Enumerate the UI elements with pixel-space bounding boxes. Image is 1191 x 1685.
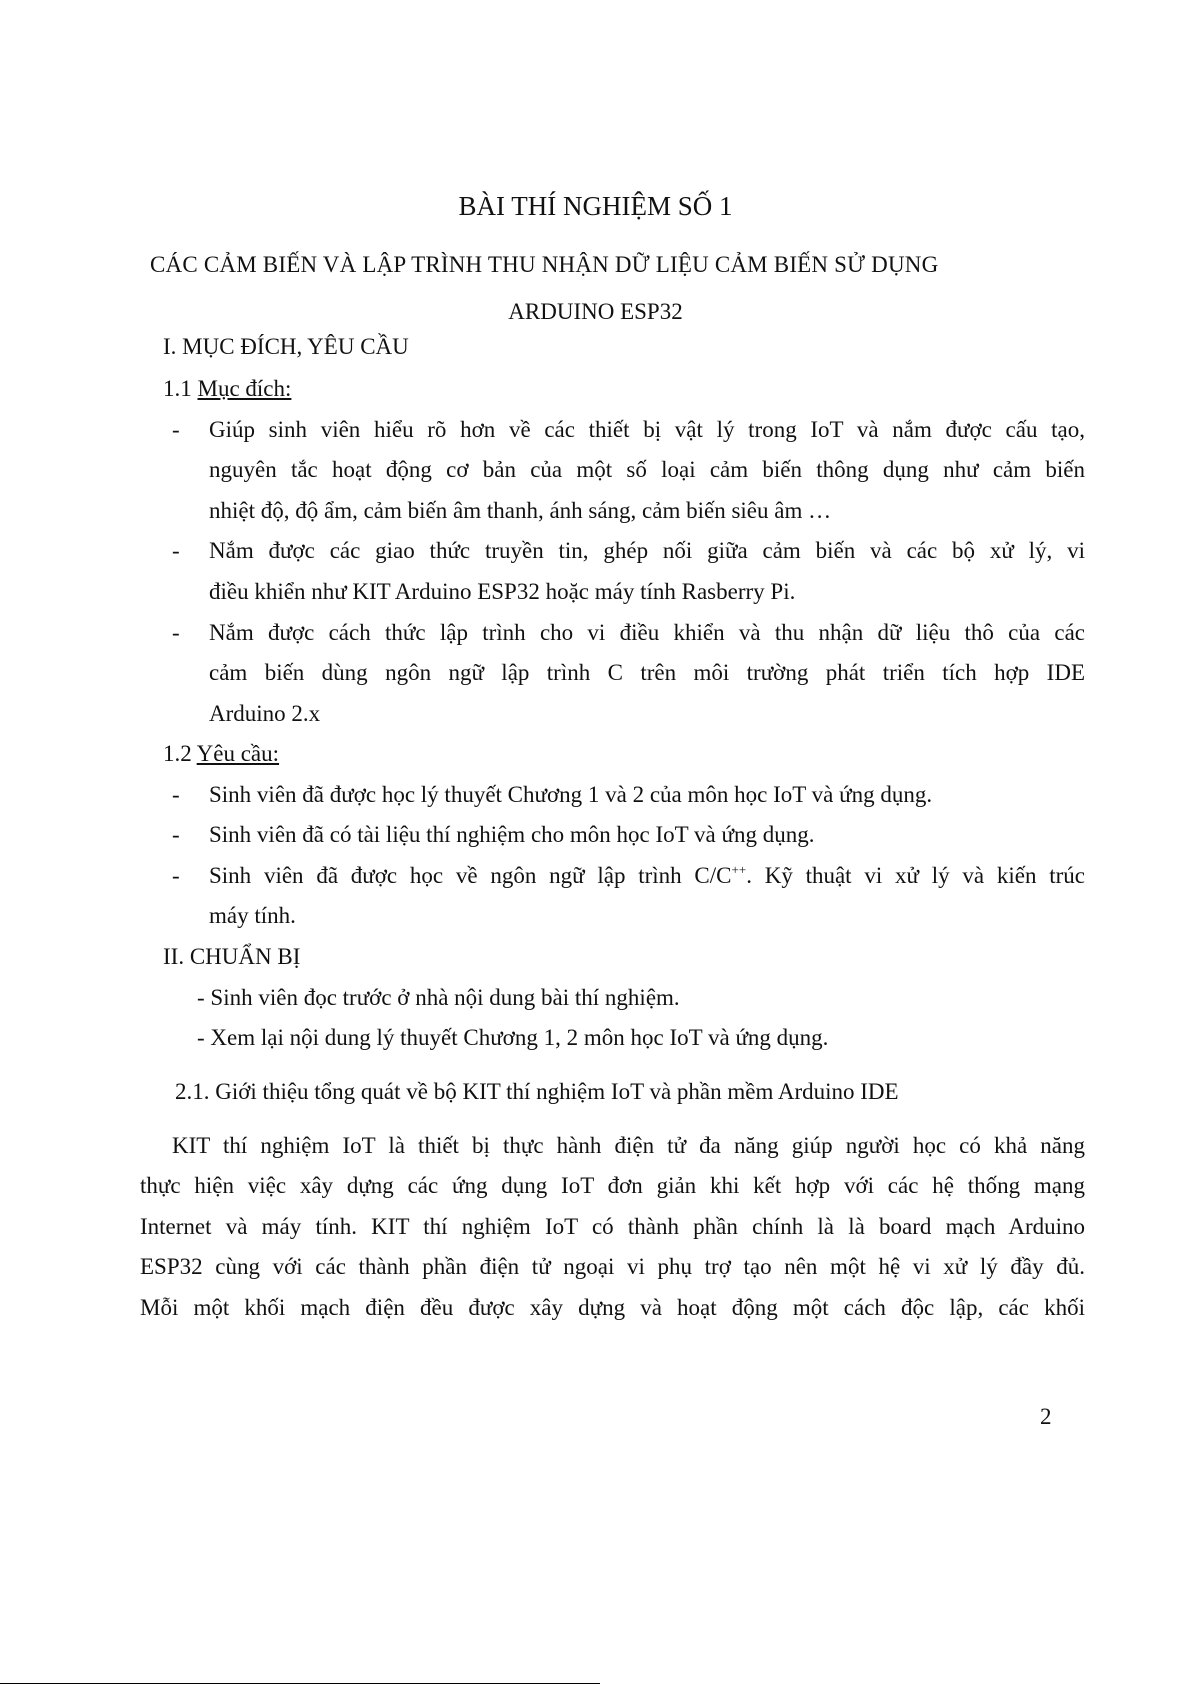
requirement-text: Sinh viên đã được học về ngôn ngữ lập trình C/C (209, 863, 732, 888)
document-subtitle-line-2: ARDUINO ESP32 (508, 299, 683, 324)
bullet-dash: - (172, 782, 180, 807)
bullet-dash: - (172, 620, 180, 645)
subsection-2-1-heading: 2.1. Giới thiệu tổng quát về bộ KIT thí nghiệm IoT và phần mềm Arduino IDE (175, 1079, 899, 1104)
bullet-dash: - (172, 417, 180, 442)
bullet-line: Arduino 2.x (209, 701, 321, 726)
section-2-heading: II. CHUẨN BỊ (163, 944, 301, 969)
requirement-item-continuation: máy tính. (209, 903, 296, 928)
subsection-number: 1.1 (163, 376, 192, 401)
document-title: BÀI THÍ NGHIỆM SỐ 1 (458, 191, 733, 221)
section-1-heading: I. MỤC ĐÍCH, YÊU CẦU (163, 334, 409, 359)
subsection-1-2-heading (163, 741, 279, 767)
requirement-text: . Kỹ thuật vi xử lý và kiến trúc (746, 863, 1085, 888)
bullet-line: cảm biến dùng ngôn ngữ lập trình C trên môi trường phát triển tích hợp IDE (209, 660, 1085, 685)
preparation-item: - Sinh viên đọc trước ở nhà nội dung bài thí nghiệm. (197, 985, 680, 1010)
paragraph-line: ESP32 cùng với các thành phần điện tử ngoại vi phụ trợ tạo nên một hệ vi xử lý đầy đủ. (140, 1254, 1085, 1279)
bullet-line: nhiệt độ, độ ẩm, cảm biến âm thanh, ánh sáng, cảm biến siêu âm … (209, 498, 832, 523)
bullet-line: Nắm được cách thức lập trình cho vi điều khiển và thu nhận dữ liệu thô của các (209, 620, 1085, 645)
subsection-number: 1.2 (163, 741, 192, 766)
paragraph-line: KIT thí nghiệm IoT là thiết bị thực hành điện tử đa năng giúp người học có khả năng (172, 1133, 1085, 1158)
paragraph-line: Mỗi một khối mạch điện đều được xây dựng và hoạt động một cách độc lập, các khối (140, 1295, 1085, 1320)
paragraph-line: Internet và máy tính. KIT thí nghiệm IoT có thành phần chính là là board mạch Arduino (140, 1214, 1085, 1239)
bullet-dash: - (172, 863, 180, 888)
requirement-item: Sinh viên đã có tài liệu thí nghiệm cho môn học IoT và ứng dụng. (209, 822, 815, 847)
requirement-item: Sinh viên đã được học lý thuyết Chương 1 và 2 của môn học IoT và ứng dụng. (209, 782, 933, 807)
subsection-label: Yêu cầu: (196, 741, 280, 766)
superscript: ++ (731, 862, 747, 877)
document-subtitle-line-1: CÁC CẢM BIẾN VÀ LẬP TRÌNH THU NHẬN DỮ LIỆU CẢM BIẾN SỬ DỤNG (150, 252, 939, 277)
bullet-dash: - (172, 822, 180, 847)
subsection-label: Mục đích: (197, 376, 292, 401)
footer-rule (0, 1683, 600, 1684)
bullet-line: nguyên tắc hoạt động cơ bản của một số loại cảm biến thông dụng như cảm biến (209, 457, 1085, 482)
bullet-line: điều khiển như KIT Arduino ESP32 hoặc máy tính Rasberry Pi. (209, 579, 796, 604)
requirement-item (209, 863, 1085, 889)
bullet-line: Giúp sinh viên hiểu rõ hơn về các thiết bị vật lý trong IoT và nắm được cấu tạo, (209, 417, 1085, 442)
paragraph-line: thực hiện việc xây dựng các ứng dụng IoT đơn giản khi kết hợp với các hệ thống mạng (140, 1173, 1085, 1198)
page-number: 2 (1040, 1404, 1052, 1429)
preparation-item: - Xem lại nội dung lý thuyết Chương 1, 2 môn học IoT và ứng dụng. (197, 1025, 829, 1050)
bullet-line: Nắm được các giao thức truyền tin, ghép nối giữa cảm biến và các bộ xử lý, vi (209, 538, 1085, 563)
bullet-dash: - (172, 538, 180, 563)
subsection-1-1-heading (163, 376, 291, 402)
